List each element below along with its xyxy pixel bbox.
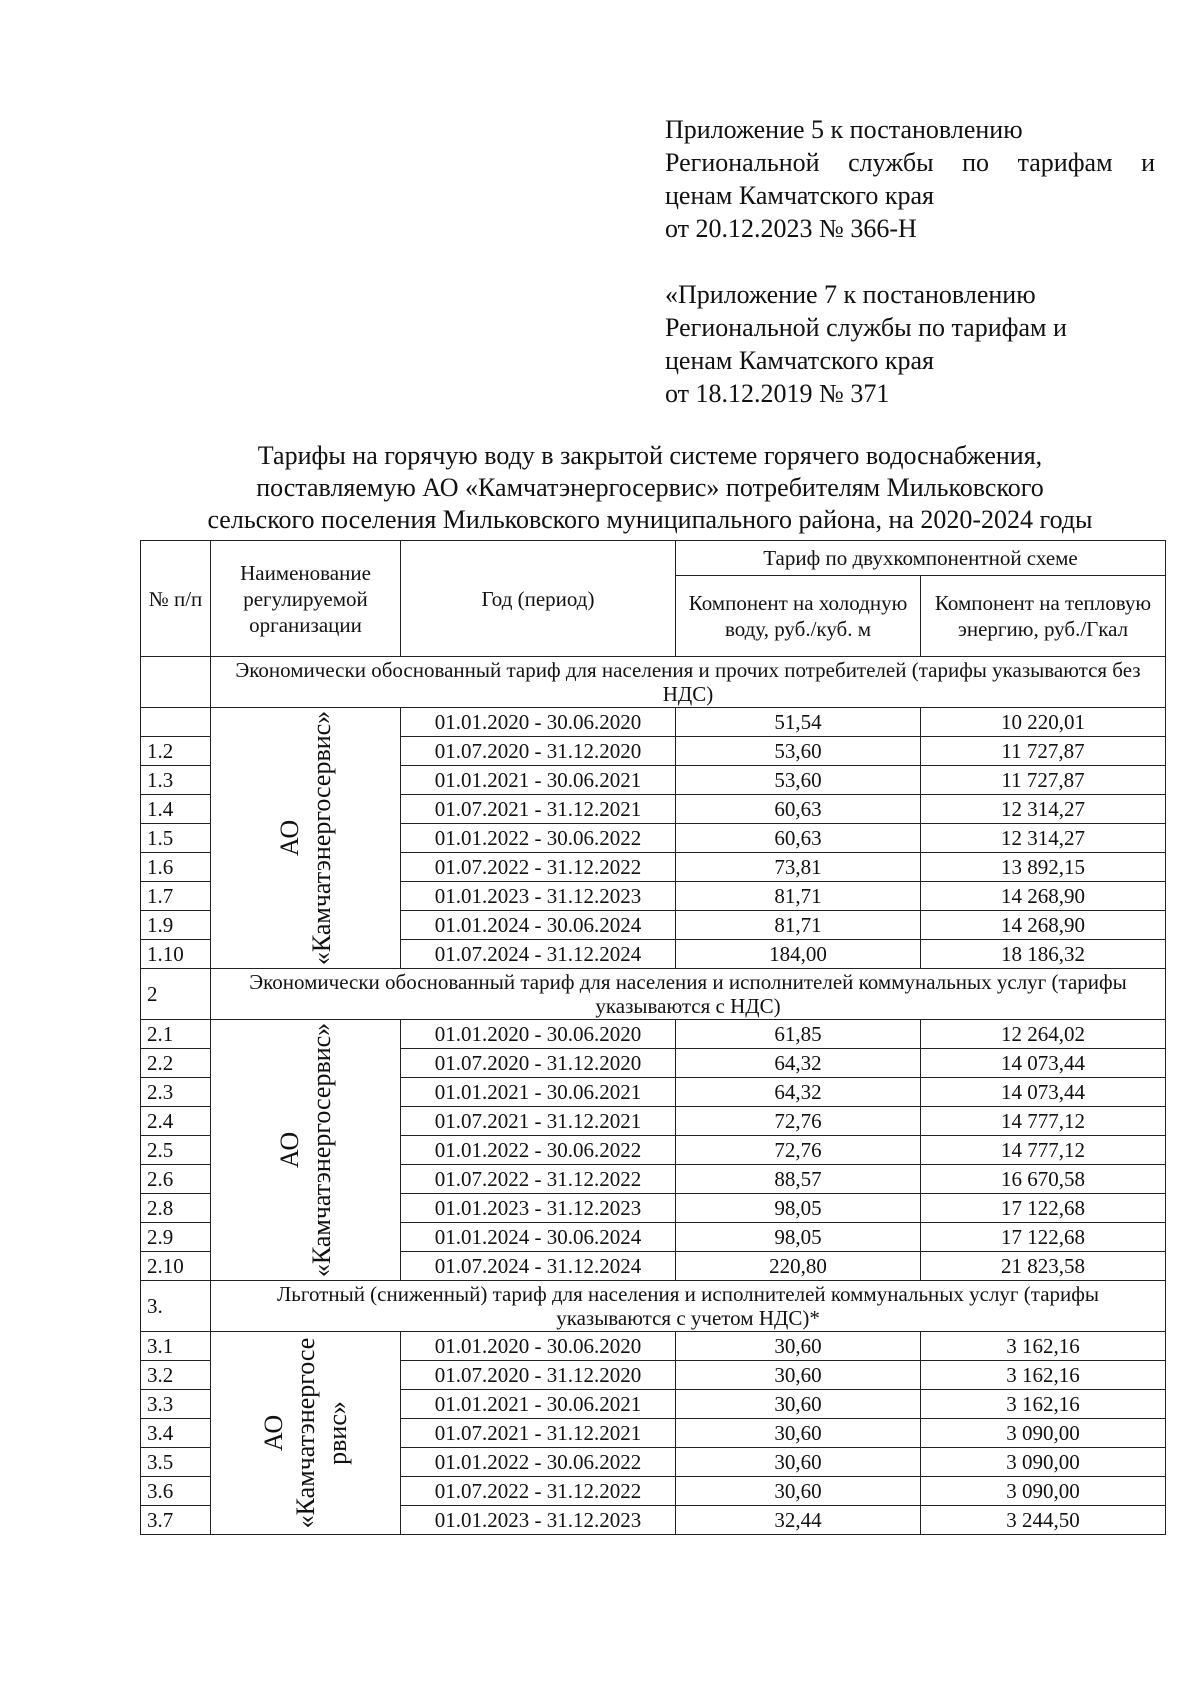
row-number: 2.8 bbox=[141, 1194, 211, 1223]
row-number: 2.2 bbox=[141, 1049, 211, 1078]
heat-energy-tariff: 17 122,68 bbox=[921, 1194, 1166, 1223]
header-heat-energy: Компонент на тепловую энергию, руб./Гкал bbox=[921, 576, 1166, 657]
cold-water-tariff: 51,54 bbox=[676, 708, 921, 737]
annex-line: от 18.12.2019 № 371 bbox=[665, 379, 890, 408]
heat-energy-tariff: 13 892,15 bbox=[921, 853, 1166, 882]
organization-name-line: АО bbox=[274, 819, 304, 857]
annex-line: от 20.12.2023 № 366-Н bbox=[665, 214, 917, 243]
period-cell: 01.01.2024 - 30.06.2024 bbox=[401, 1223, 676, 1252]
cold-water-tariff: 32,44 bbox=[676, 1506, 921, 1535]
organization-name-line: «Камчатэнергосервис» bbox=[306, 710, 336, 966]
heat-energy-tariff: 12 314,27 bbox=[921, 824, 1166, 853]
row-number: 1.5 bbox=[141, 824, 211, 853]
row-number: 2.5 bbox=[141, 1136, 211, 1165]
cold-water-tariff: 30,60 bbox=[676, 1332, 921, 1361]
period-cell: 01.07.2021 - 31.12.2021 bbox=[401, 1107, 676, 1136]
section-number bbox=[141, 657, 211, 708]
cold-water-tariff: 60,63 bbox=[676, 824, 921, 853]
heat-energy-tariff: 21 823,58 bbox=[921, 1252, 1166, 1281]
row-number: 1.2 bbox=[141, 737, 211, 766]
period-cell: 01.01.2023 - 31.12.2023 bbox=[401, 1194, 676, 1223]
heat-energy-tariff: 12 314,27 bbox=[921, 795, 1166, 824]
period-cell: 01.01.2023 - 31.12.2023 bbox=[401, 1506, 676, 1535]
period-cell: 01.07.2021 - 31.12.2021 bbox=[401, 795, 676, 824]
heat-energy-tariff: 11 727,87 bbox=[921, 766, 1166, 795]
cold-water-tariff: 184,00 bbox=[676, 940, 921, 969]
period-cell: 01.01.2020 - 30.06.2020 bbox=[401, 1332, 676, 1361]
table-row bbox=[141, 708, 1166, 737]
period-cell: 01.01.2021 - 30.06.2021 bbox=[401, 1078, 676, 1107]
heat-energy-tariff: 14 268,90 bbox=[921, 882, 1166, 911]
period-cell: 01.07.2022 - 31.12.2022 bbox=[401, 1165, 676, 1194]
heat-energy-tariff: 14 268,90 bbox=[921, 911, 1166, 940]
header-tariff-scheme: Тариф по двухкомпонентной схеме bbox=[676, 541, 1166, 576]
organization-name-rotated bbox=[274, 711, 338, 965]
row-number: 1.3 bbox=[141, 766, 211, 795]
row-number: 3.1 bbox=[141, 1332, 211, 1361]
cold-water-tariff: 30,60 bbox=[676, 1419, 921, 1448]
section-header-row bbox=[141, 969, 1166, 1020]
row-number: 3.2 bbox=[141, 1361, 211, 1390]
heat-energy-tariff: 3 090,00 bbox=[921, 1448, 1166, 1477]
heat-energy-tariff: 16 670,58 bbox=[921, 1165, 1166, 1194]
annex-reference-current bbox=[665, 113, 1155, 245]
period-cell: 01.07.2020 - 31.12.2020 bbox=[401, 737, 676, 766]
annex-line: Региональной службы по тарифам и bbox=[665, 148, 1155, 177]
period-cell: 01.01.2023 - 31.12.2023 bbox=[401, 882, 676, 911]
period-cell: 01.07.2024 - 31.12.2024 bbox=[401, 1252, 676, 1281]
annex-reference-amended bbox=[665, 278, 1155, 410]
header-num: № п/п bbox=[141, 541, 211, 657]
cold-water-tariff: 220,80 bbox=[676, 1252, 921, 1281]
heat-energy-tariff: 14 777,12 bbox=[921, 1107, 1166, 1136]
period-cell: 01.07.2021 - 31.12.2021 bbox=[401, 1419, 676, 1448]
annex-line: «Приложение 7 к постановлению bbox=[665, 280, 1036, 309]
cold-water-tariff: 73,81 bbox=[676, 853, 921, 882]
organization-name-line: «Камчатэнергосервис» bbox=[306, 1022, 336, 1278]
heat-energy-tariff: 11 727,87 bbox=[921, 737, 1166, 766]
period-cell: 01.01.2020 - 30.06.2020 bbox=[401, 708, 676, 737]
organization-name-line: «Камчатэнергосе bbox=[290, 1337, 320, 1529]
table-body bbox=[141, 657, 1166, 1535]
row-number: 2.4 bbox=[141, 1107, 211, 1136]
organization-name-line: рвис» bbox=[322, 1401, 352, 1465]
period-cell: 01.07.2020 - 31.12.2020 bbox=[401, 1361, 676, 1390]
header-period: Год (период) bbox=[401, 541, 676, 657]
cold-water-tariff: 53,60 bbox=[676, 766, 921, 795]
row-number: 2.9 bbox=[141, 1223, 211, 1252]
annex-line: Региональной службы по тарифам и bbox=[665, 313, 1067, 342]
organization-name bbox=[211, 1332, 401, 1535]
cold-water-tariff: 30,60 bbox=[676, 1477, 921, 1506]
section-header-row bbox=[141, 1281, 1166, 1332]
period-cell: 01.07.2020 - 31.12.2020 bbox=[401, 1049, 676, 1078]
cold-water-tariff: 72,76 bbox=[676, 1136, 921, 1165]
annex-line: ценам Камчатского края bbox=[665, 346, 934, 375]
section-title: Льготный (сниженный) тариф для населения и исполнителей коммунальных услуг (тарифы указываются с учетом НДС)* bbox=[211, 1281, 1166, 1332]
heat-energy-tariff: 12 264,02 bbox=[921, 1020, 1166, 1049]
section-number: 3. bbox=[141, 1281, 211, 1332]
row-number: 3.3 bbox=[141, 1390, 211, 1419]
period-cell: 01.01.2022 - 30.06.2022 bbox=[401, 824, 676, 853]
heat-energy-tariff: 3 162,16 bbox=[921, 1361, 1166, 1390]
row-number: 3.5 bbox=[141, 1448, 211, 1477]
period-cell: 01.07.2022 - 31.12.2022 bbox=[401, 1477, 676, 1506]
title-line: Тарифы на горячую воду в закрытой системе горячего водоснабжения, bbox=[257, 441, 1043, 470]
period-cell: 01.01.2021 - 30.06.2021 bbox=[401, 766, 676, 795]
organization-name bbox=[211, 1020, 401, 1281]
row-number: 1.4 bbox=[141, 795, 211, 824]
period-cell: 01.07.2022 - 31.12.2022 bbox=[401, 853, 676, 882]
period-cell: 01.01.2021 - 30.06.2021 bbox=[401, 1390, 676, 1419]
heat-energy-tariff: 10 220,01 bbox=[921, 708, 1166, 737]
organization-name-line: АО bbox=[274, 1131, 304, 1169]
row-number: 3.7 bbox=[141, 1506, 211, 1535]
cold-water-tariff: 30,60 bbox=[676, 1361, 921, 1390]
cold-water-tariff: 60,63 bbox=[676, 795, 921, 824]
organization-name-line: АО bbox=[258, 1414, 288, 1452]
heat-energy-tariff: 3 162,16 bbox=[921, 1390, 1166, 1419]
cold-water-tariff: 64,32 bbox=[676, 1078, 921, 1107]
table-row bbox=[141, 1020, 1166, 1049]
row-number: 3.4 bbox=[141, 1419, 211, 1448]
heat-energy-tariff: 3 090,00 bbox=[921, 1419, 1166, 1448]
row-number: 1.9 bbox=[141, 911, 211, 940]
heat-energy-tariff: 14 073,44 bbox=[921, 1049, 1166, 1078]
table-row bbox=[141, 1332, 1166, 1361]
cold-water-tariff: 72,76 bbox=[676, 1107, 921, 1136]
cold-water-tariff: 98,05 bbox=[676, 1194, 921, 1223]
heat-energy-tariff: 14 777,12 bbox=[921, 1136, 1166, 1165]
annex-line: ценам Камчатского края bbox=[665, 181, 934, 210]
section-title: Экономически обоснованный тариф для населения и исполнителей коммунальных услуг (тарифы указываются с НДС) bbox=[211, 969, 1166, 1020]
period-cell: 01.01.2024 - 30.06.2024 bbox=[401, 911, 676, 940]
period-cell: 01.01.2020 - 30.06.2020 bbox=[401, 1020, 676, 1049]
period-cell: 01.07.2024 - 31.12.2024 bbox=[401, 940, 676, 969]
cold-water-tariff: 98,05 bbox=[676, 1223, 921, 1252]
heat-energy-tariff: 17 122,68 bbox=[921, 1223, 1166, 1252]
cold-water-tariff: 53,60 bbox=[676, 737, 921, 766]
cold-water-tariff: 30,60 bbox=[676, 1390, 921, 1419]
heat-energy-tariff: 18 186,32 bbox=[921, 940, 1166, 969]
annex-line: Приложение 5 к постановлению bbox=[665, 115, 1023, 144]
section-header-row bbox=[141, 657, 1166, 708]
cold-water-tariff: 81,71 bbox=[676, 882, 921, 911]
row-number bbox=[141, 708, 211, 737]
organization-name-rotated bbox=[274, 1023, 338, 1277]
document-title bbox=[140, 440, 1160, 536]
cold-water-tariff: 88,57 bbox=[676, 1165, 921, 1194]
heat-energy-tariff: 3 244,50 bbox=[921, 1506, 1166, 1535]
row-number: 2.10 bbox=[141, 1252, 211, 1281]
tariff-table bbox=[140, 540, 1166, 1535]
row-number: 1.10 bbox=[141, 940, 211, 969]
section-number: 2 bbox=[141, 969, 211, 1020]
row-number: 2.1 bbox=[141, 1020, 211, 1049]
cold-water-tariff: 30,60 bbox=[676, 1448, 921, 1477]
header-organization: Наименование регулируемой организации bbox=[211, 541, 401, 657]
title-line: сельского поселения Мильковского муниципального района, на 2020-2024 годы bbox=[207, 505, 1093, 534]
row-number: 2.3 bbox=[141, 1078, 211, 1107]
cold-water-tariff: 81,71 bbox=[676, 911, 921, 940]
row-number: 2.6 bbox=[141, 1165, 211, 1194]
row-number: 3.6 bbox=[141, 1477, 211, 1506]
cold-water-tariff: 61,85 bbox=[676, 1020, 921, 1049]
row-number: 1.7 bbox=[141, 882, 211, 911]
period-cell: 01.01.2022 - 30.06.2022 bbox=[401, 1448, 676, 1477]
row-number: 1.6 bbox=[141, 853, 211, 882]
heat-energy-tariff: 14 073,44 bbox=[921, 1078, 1166, 1107]
section-title: Экономически обоснованный тариф для населения и прочих потребителей (тарифы указываются без НДС) bbox=[211, 657, 1166, 708]
organization-name-rotated bbox=[258, 1338, 354, 1529]
cold-water-tariff: 64,32 bbox=[676, 1049, 921, 1078]
header-cold-water: Компонент на холодную воду, руб./куб. м bbox=[676, 576, 921, 657]
heat-energy-tariff: 3 162,16 bbox=[921, 1332, 1166, 1361]
title-line: поставляемую АО «Камчатэнергосервис» потребителям Мильковского bbox=[256, 473, 1044, 502]
period-cell: 01.01.2022 - 30.06.2022 bbox=[401, 1136, 676, 1165]
heat-energy-tariff: 3 090,00 bbox=[921, 1477, 1166, 1506]
organization-name bbox=[211, 708, 401, 969]
